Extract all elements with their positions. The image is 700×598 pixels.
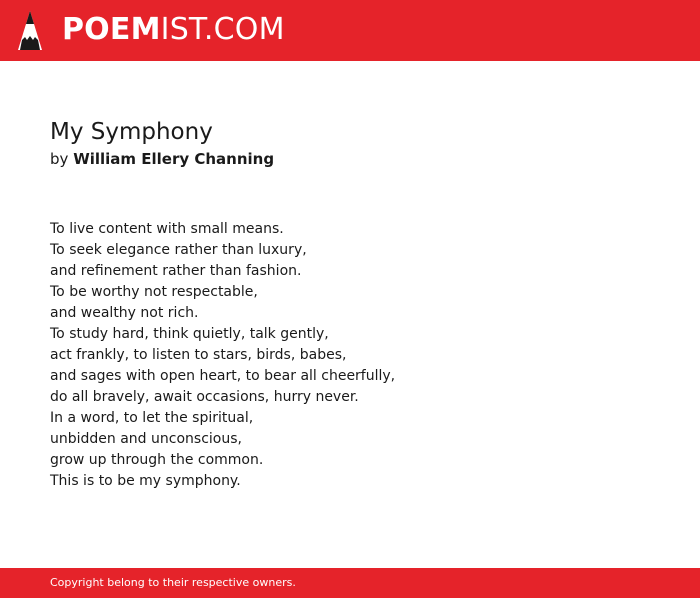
poem-line: To be worthy not respectable, bbox=[50, 284, 258, 300]
poem-line: and sages with open heart, to bear all cheerfully, bbox=[50, 368, 396, 384]
poem-line: act frankly, to listen to stars, birds, babes, bbox=[50, 347, 347, 363]
logo-light-text: IST.COM bbox=[160, 12, 285, 47]
poem-line: do all bravely, await occasions, hurry never. bbox=[50, 389, 359, 405]
poem-body bbox=[50, 219, 650, 492]
poem-line: This is to be my symphony. bbox=[50, 473, 241, 489]
site-header bbox=[0, 0, 700, 61]
byline bbox=[50, 149, 274, 169]
poem-line: To study hard, think quietly, talk gently, bbox=[50, 326, 329, 342]
poem-line: To live content with small means. bbox=[50, 221, 284, 237]
poem-line: grow up through the common. bbox=[50, 452, 264, 468]
pencil-tip-icon[interactable] bbox=[17, 10, 43, 52]
by-label: by bbox=[50, 150, 69, 168]
poem-line: In a word, to let the spiritual, bbox=[50, 410, 254, 426]
poem-line: and wealthy not rich. bbox=[50, 305, 199, 321]
poem-line: unbidden and unconscious, bbox=[50, 431, 242, 447]
site-footer bbox=[0, 568, 700, 598]
poem-line: and refinement rather than fashion. bbox=[50, 263, 302, 279]
author-name: William Ellery Channing bbox=[73, 150, 275, 168]
copyright-text: Copyright belong to their respective owners. bbox=[50, 576, 296, 589]
site-logo[interactable] bbox=[62, 12, 285, 48]
logo-bold-text: POEM bbox=[62, 12, 161, 47]
poem-line: To seek elegance rather than luxury, bbox=[50, 242, 307, 258]
poem-title: My Symphony bbox=[50, 119, 213, 145]
